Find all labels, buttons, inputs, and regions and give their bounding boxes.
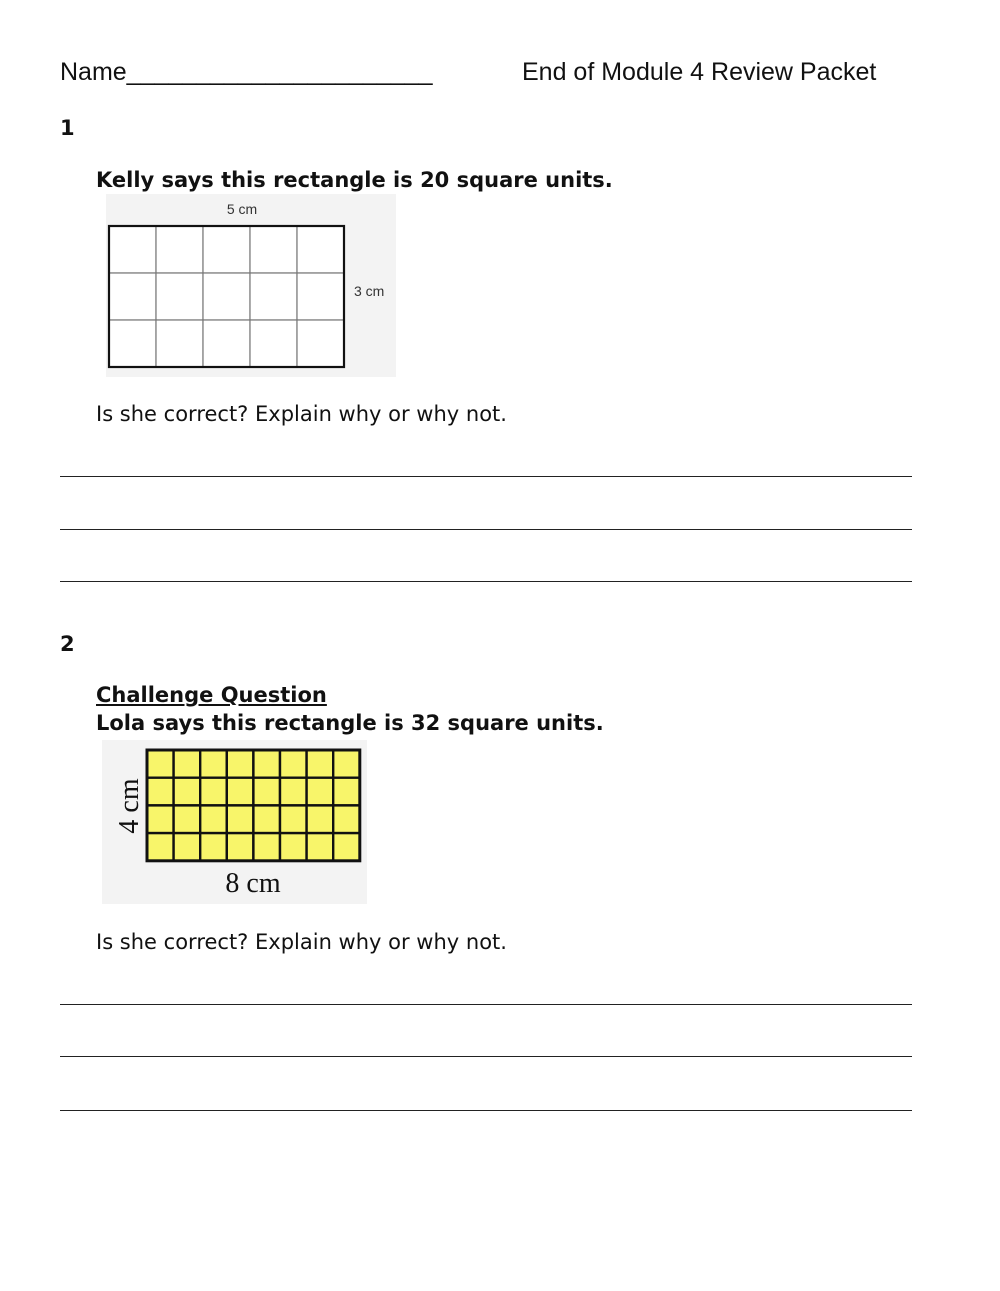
unit-square xyxy=(147,778,174,806)
unit-square xyxy=(174,778,201,806)
unit-square xyxy=(109,226,156,273)
unit-square xyxy=(200,778,227,806)
answer-line[interactable] xyxy=(60,529,912,530)
unit-square xyxy=(156,320,203,367)
unit-square xyxy=(109,320,156,367)
unit-square xyxy=(200,833,227,861)
unit-square xyxy=(280,750,307,778)
unit-square xyxy=(253,778,280,806)
unit-square xyxy=(333,778,360,806)
bottom-dimension-label: 8 cm xyxy=(225,868,281,899)
answer-line[interactable] xyxy=(60,581,912,582)
unit-square xyxy=(253,833,280,861)
question-1-ask: Is she correct? Explain why or why not. xyxy=(96,402,507,426)
side-dimension-label: 3 cm xyxy=(354,283,385,299)
unit-square xyxy=(307,805,334,833)
challenge-question-heading: Challenge Question xyxy=(96,683,327,707)
unit-square xyxy=(147,805,174,833)
answer-line[interactable] xyxy=(60,1004,912,1005)
unit-square xyxy=(203,320,250,367)
unit-square xyxy=(280,833,307,861)
grid-8x4 xyxy=(147,750,360,861)
unit-square xyxy=(250,273,297,320)
unit-square xyxy=(307,778,334,806)
question-1-number: 1 xyxy=(60,116,75,140)
unit-square xyxy=(109,273,156,320)
question-1-rectangle-figure xyxy=(106,194,396,377)
unit-square xyxy=(156,273,203,320)
unit-square xyxy=(200,750,227,778)
unit-square xyxy=(333,833,360,861)
unit-square xyxy=(253,750,280,778)
answer-line[interactable] xyxy=(60,476,912,477)
unit-square xyxy=(333,805,360,833)
grid-5x3 xyxy=(109,226,344,367)
unit-square xyxy=(307,833,334,861)
unit-square xyxy=(174,750,201,778)
side-dimension-label: 4 cm xyxy=(114,778,145,834)
unit-square xyxy=(250,320,297,367)
unit-square xyxy=(253,805,280,833)
unit-square xyxy=(203,273,250,320)
question-1-prompt: Kelly says this rectangle is 20 square units. xyxy=(96,168,613,192)
answer-line[interactable] xyxy=(60,1110,912,1111)
question-2-ask: Is she correct? Explain why or why not. xyxy=(96,930,507,954)
unit-square xyxy=(280,778,307,806)
unit-square xyxy=(227,750,254,778)
unit-square xyxy=(174,833,201,861)
name-field-label[interactable]: Name______________________ xyxy=(60,58,433,86)
unit-square xyxy=(297,320,344,367)
unit-square xyxy=(227,805,254,833)
unit-square xyxy=(307,750,334,778)
top-dimension-label: 5 cm xyxy=(226,201,258,217)
unit-square xyxy=(156,226,203,273)
unit-square xyxy=(250,226,297,273)
unit-square xyxy=(280,805,307,833)
unit-square xyxy=(333,750,360,778)
question-2-rectangle-figure xyxy=(102,740,367,904)
unit-square xyxy=(203,226,250,273)
question-2-prompt: Lola says this rectangle is 32 square units. xyxy=(96,711,604,735)
question-2-number: 2 xyxy=(60,632,75,656)
unit-square xyxy=(147,750,174,778)
unit-square xyxy=(297,273,344,320)
packet-title: End of Module 4 Review Packet xyxy=(522,58,877,86)
unit-square xyxy=(227,778,254,806)
unit-square xyxy=(227,833,254,861)
unit-square xyxy=(297,226,344,273)
answer-line[interactable] xyxy=(60,1056,912,1057)
unit-square xyxy=(200,805,227,833)
unit-square xyxy=(174,805,201,833)
unit-square xyxy=(147,833,174,861)
